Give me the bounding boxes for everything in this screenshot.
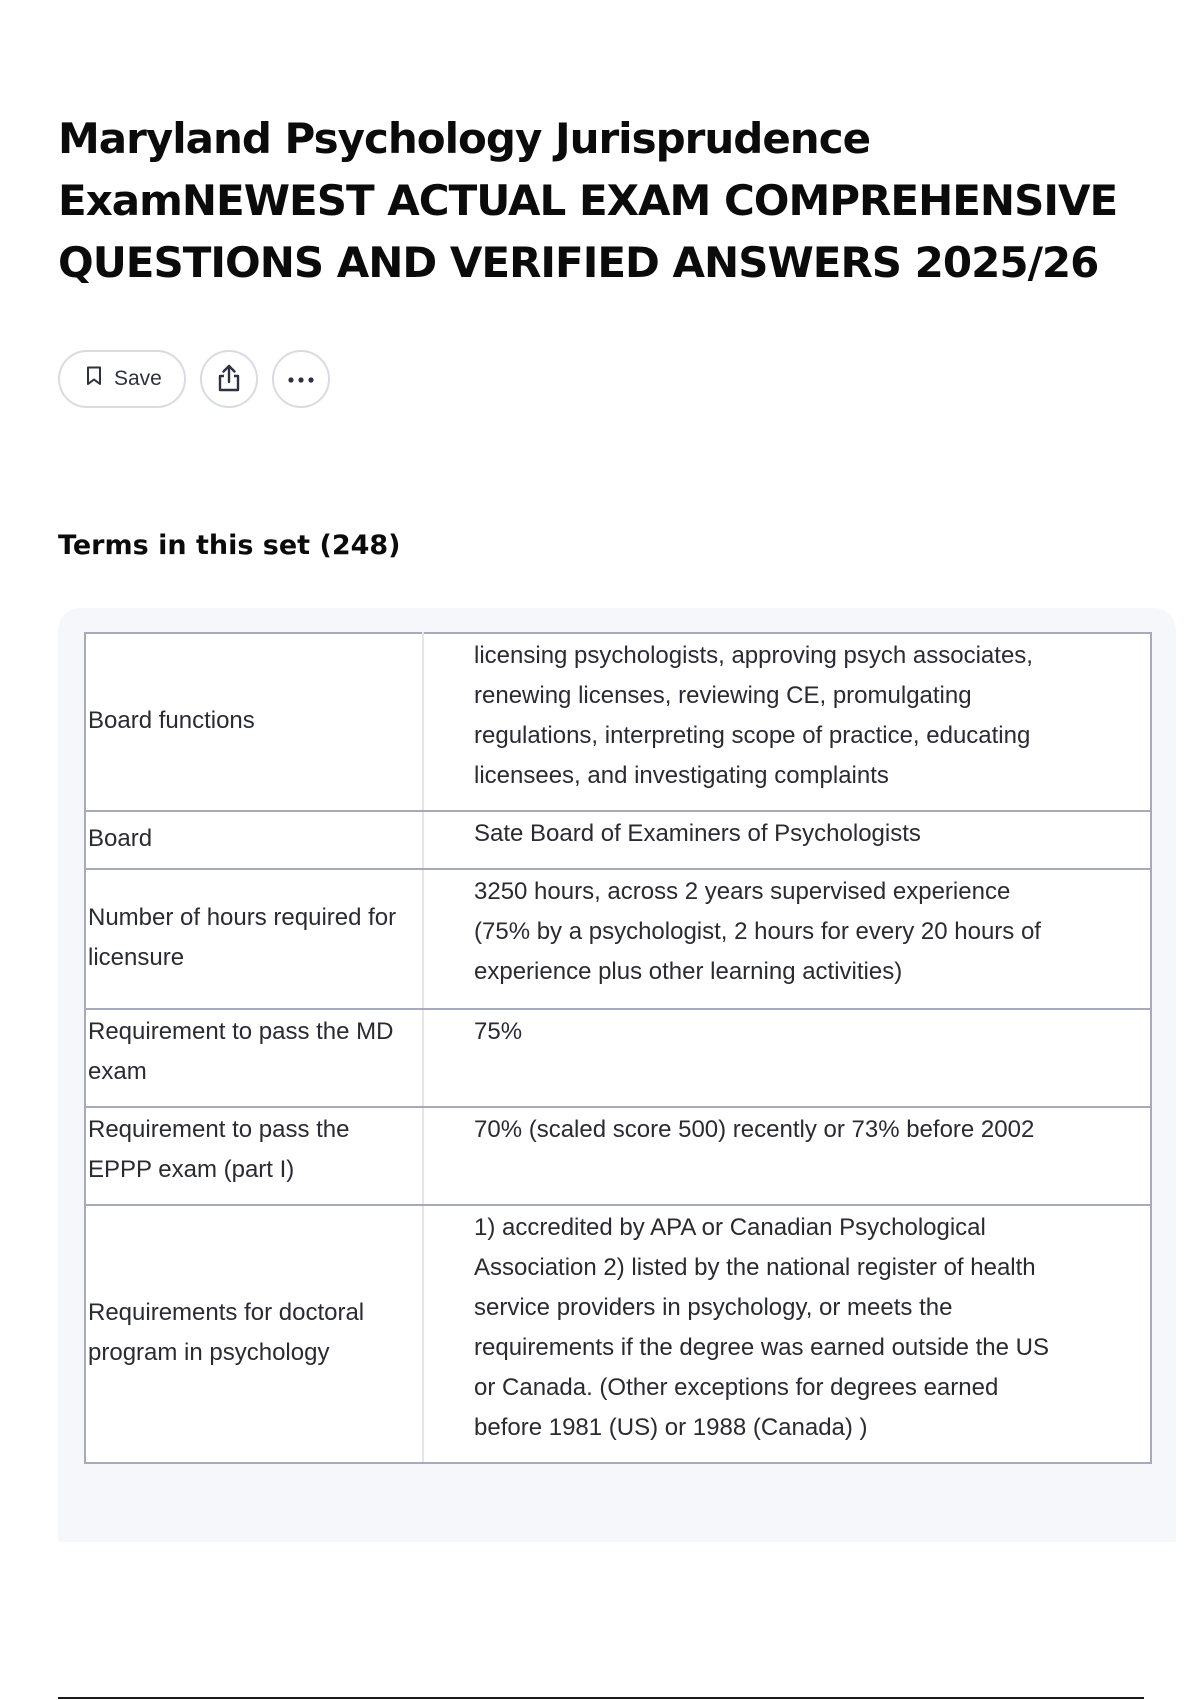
definition-cell: licensing psychologists, approving psych associates, renewing licenses, reviewing CE, promulgating regulations, interpreting scope of practice, educating licensees, and investigating complaints xyxy=(423,633,1151,811)
definition-cell: 75% xyxy=(423,1009,1151,1107)
term-cell: Number of hours required for licensure xyxy=(85,869,423,1009)
save-button-label: Save xyxy=(114,367,162,390)
term-cell: Requirement to pass the MD exam xyxy=(85,1009,423,1107)
definition-cell: 3250 hours, across 2 years supervised experience (75% by a psychologist, 2 hours for every 20 hours of experience plus other learning activities) xyxy=(423,869,1151,1009)
terms-table xyxy=(84,632,1152,1464)
term-cell: Board xyxy=(85,811,423,869)
bookmark-icon xyxy=(86,366,102,392)
share-button[interactable] xyxy=(200,350,258,408)
divider xyxy=(58,1697,1144,1699)
table-row xyxy=(85,811,1151,869)
table-row xyxy=(85,1009,1151,1107)
action-bar xyxy=(58,348,330,410)
page-title: Maryland Psychology Jurisprudence ExamNEWEST ACTUAL EXAM COMPREHENSIVE QUESTIONS AND VERIFIED ANSWERS 2025/26 xyxy=(58,114,1118,287)
definition-cell: 1) accredited by APA or Canadian Psychological Association 2) listed by the national register of health service providers in psychology, or meets the requirements if the degree was earned outside the US or Canada. (Other exceptions for degrees earned before 1981 (US) or 1988 (Canada) ) xyxy=(423,1205,1151,1463)
table-row xyxy=(85,1107,1151,1205)
definition-cell: Sate Board of Examiners of Psychologists xyxy=(423,811,1151,869)
share-icon xyxy=(216,363,242,396)
terms-panel xyxy=(58,608,1176,1542)
save-button[interactable] xyxy=(58,350,186,408)
term-cell: Requirement to pass the EPPP exam (part I) xyxy=(85,1107,423,1205)
definition-cell: 70% (scaled score 500) recently or 73% before 2002 xyxy=(423,1107,1151,1205)
terms-heading: Terms in this set (248) xyxy=(58,530,401,561)
term-cell: Requirements for doctoral program in psychology xyxy=(85,1205,423,1463)
term-cell: Board functions xyxy=(85,633,423,811)
table-row xyxy=(85,1205,1151,1463)
more-options-icon xyxy=(287,372,315,387)
table-row xyxy=(85,633,1151,811)
table-row xyxy=(85,869,1151,1009)
more-options-button[interactable] xyxy=(272,350,330,408)
